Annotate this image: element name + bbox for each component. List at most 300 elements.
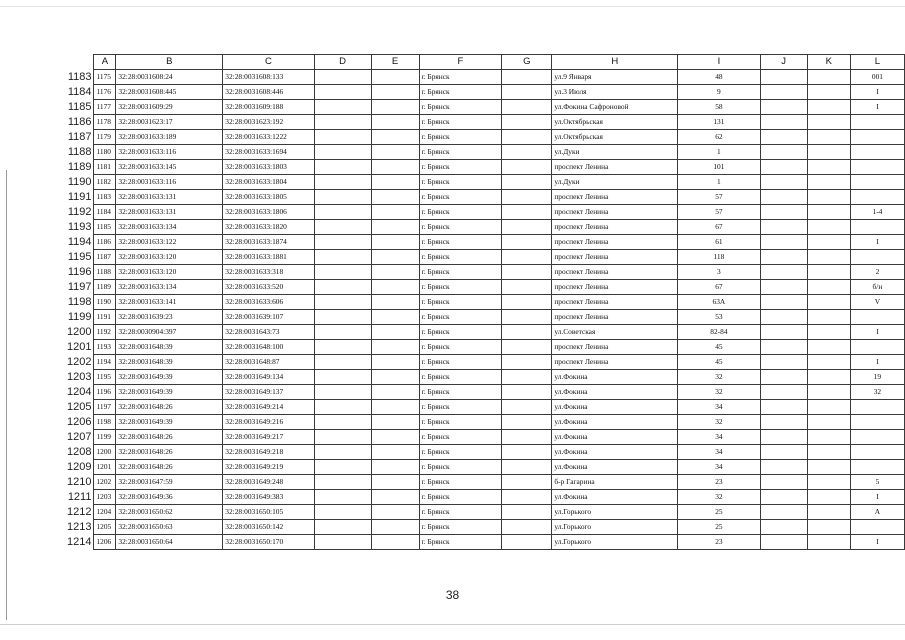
cell-k[interactable] (807, 535, 850, 550)
cell-i[interactable]: 3 (678, 265, 760, 280)
cell-b[interactable]: 32:28:0031633:120 (116, 265, 223, 280)
cell-k[interactable] (807, 520, 850, 535)
cell-h[interactable]: проспект Ленина (552, 250, 678, 265)
cell-f[interactable]: г. Брянск (419, 355, 502, 370)
cell-k[interactable] (807, 250, 850, 265)
cell-c[interactable]: 32:28:0031633:1694 (223, 145, 314, 160)
cell-i[interactable]: 48 (678, 70, 760, 85)
cell-j[interactable] (760, 340, 807, 355)
cell-a[interactable]: 1199 (94, 430, 116, 445)
cell-d[interactable] (314, 70, 371, 85)
cell-a[interactable]: 1176 (94, 85, 116, 100)
cell-l[interactable]: 32 (850, 385, 904, 400)
cell-l[interactable]: V (850, 295, 904, 310)
cell-h[interactable]: проспект Ленина (552, 340, 678, 355)
cell-a[interactable]: 1191 (94, 310, 116, 325)
cell-a[interactable]: 1205 (94, 520, 116, 535)
cell-k[interactable] (807, 100, 850, 115)
cell-e[interactable] (371, 295, 419, 310)
cell-e[interactable] (371, 490, 419, 505)
cell-g[interactable] (502, 475, 552, 490)
cell-c[interactable]: 32:28:0031649:214 (223, 400, 314, 415)
cell-g[interactable] (502, 205, 552, 220)
cell-f[interactable]: г. Брянск (419, 340, 502, 355)
cell-f[interactable]: г. Брянск (419, 475, 502, 490)
cell-c[interactable]: 32:28:0031650:170 (223, 535, 314, 550)
cell-j[interactable] (760, 220, 807, 235)
cell-e[interactable] (371, 250, 419, 265)
cell-f[interactable]: г. Брянск (419, 70, 502, 85)
cell-d[interactable] (314, 250, 371, 265)
cell-j[interactable] (760, 535, 807, 550)
cell-d[interactable] (314, 370, 371, 385)
column-header-a[interactable]: A (94, 55, 116, 70)
cell-k[interactable] (807, 115, 850, 130)
cell-a[interactable]: 1186 (94, 235, 116, 250)
cell-i[interactable]: 34 (678, 445, 760, 460)
cell-c[interactable]: 32:28:0031633:1881 (223, 250, 314, 265)
cell-h[interactable]: ул.9 Января (552, 70, 678, 85)
cell-e[interactable] (371, 280, 419, 295)
row-number[interactable]: 1184 (67, 86, 92, 98)
cell-e[interactable] (371, 220, 419, 235)
cell-g[interactable] (502, 535, 552, 550)
cell-h[interactable]: проспект Ленина (552, 265, 678, 280)
row-number[interactable]: 1207 (66, 431, 92, 443)
cell-a[interactable]: 1192 (94, 325, 116, 340)
cell-l[interactable] (850, 460, 904, 475)
cell-k[interactable] (807, 175, 850, 190)
cell-a[interactable]: 1206 (94, 535, 116, 550)
cell-d[interactable] (314, 190, 371, 205)
cell-c[interactable]: 32:28:0031633:1820 (223, 220, 314, 235)
cell-e[interactable] (371, 520, 419, 535)
cell-d[interactable] (314, 415, 371, 430)
cell-f[interactable]: г. Брянск (419, 145, 502, 160)
cell-e[interactable] (371, 265, 419, 280)
cell-g[interactable] (502, 445, 552, 460)
cell-e[interactable] (371, 190, 419, 205)
cell-d[interactable] (314, 130, 371, 145)
cell-h[interactable]: проспект Ленина (552, 355, 678, 370)
cell-c[interactable]: 32:28:0031633:1806 (223, 205, 314, 220)
cell-b[interactable]: 32:28:0031648:26 (116, 460, 223, 475)
row-number[interactable]: 1210 (66, 476, 92, 488)
cell-b[interactable]: 32:28:0031633:134 (116, 280, 223, 295)
cell-i[interactable]: 1 (678, 145, 760, 160)
cell-d[interactable] (314, 280, 371, 295)
row-number[interactable]: 1185 (67, 101, 92, 113)
cell-h[interactable]: ул.Горького (552, 520, 678, 535)
cell-g[interactable] (502, 385, 552, 400)
row-number[interactable]: 1187 (67, 131, 92, 143)
cell-j[interactable] (760, 430, 807, 445)
cell-l[interactable] (850, 130, 904, 145)
cell-j[interactable] (760, 460, 807, 475)
cell-j[interactable] (760, 205, 807, 220)
cell-b[interactable]: 32:28:0031633:145 (116, 160, 223, 175)
cell-l[interactable] (850, 145, 904, 160)
cell-d[interactable] (314, 520, 371, 535)
cell-h[interactable]: ул.Дуки (552, 175, 678, 190)
cell-j[interactable] (760, 190, 807, 205)
cell-l[interactable] (850, 400, 904, 415)
cell-e[interactable] (371, 475, 419, 490)
cell-k[interactable] (807, 160, 850, 175)
cell-c[interactable]: 32:28:0031609:188 (223, 100, 314, 115)
cell-i[interactable]: 53 (678, 310, 760, 325)
cell-i[interactable]: 57 (678, 205, 760, 220)
cell-b[interactable]: 32:28:0031633:122 (116, 235, 223, 250)
cell-a[interactable]: 1175 (94, 70, 116, 85)
cell-g[interactable] (502, 520, 552, 535)
cell-c[interactable]: 32:28:0031649:137 (223, 385, 314, 400)
cell-k[interactable] (807, 400, 850, 415)
cell-f[interactable]: г. Брянск (419, 205, 502, 220)
cell-c[interactable]: 32:28:0031633:1805 (223, 190, 314, 205)
cell-a[interactable]: 1187 (94, 250, 116, 265)
cell-k[interactable] (807, 475, 850, 490)
cell-d[interactable] (314, 310, 371, 325)
cell-f[interactable]: г. Брянск (419, 505, 502, 520)
cell-h[interactable]: проспект Ленина (552, 205, 678, 220)
cell-j[interactable] (760, 415, 807, 430)
cell-k[interactable] (807, 70, 850, 85)
cell-i[interactable]: 32 (678, 490, 760, 505)
cell-g[interactable] (502, 460, 552, 475)
cell-e[interactable] (371, 325, 419, 340)
cell-a[interactable]: 1202 (94, 475, 116, 490)
cell-e[interactable] (371, 415, 419, 430)
cell-j[interactable] (760, 475, 807, 490)
cell-h[interactable]: ул.Фокина Сафроновой (552, 100, 678, 115)
cell-i[interactable]: 34 (678, 400, 760, 415)
cell-k[interactable] (807, 325, 850, 340)
cell-f[interactable]: г. Брянск (419, 490, 502, 505)
cell-l[interactable]: 19 (850, 370, 904, 385)
cell-a[interactable]: 1190 (94, 295, 116, 310)
column-header-e[interactable]: E (371, 55, 419, 70)
cell-b[interactable]: 32:28:0031633:116 (116, 175, 223, 190)
cell-c[interactable]: 32:28:0031649:134 (223, 370, 314, 385)
cell-d[interactable] (314, 325, 371, 340)
cell-h[interactable]: проспект Ленина (552, 280, 678, 295)
cell-e[interactable] (371, 460, 419, 475)
cell-a[interactable]: 1194 (94, 355, 116, 370)
cell-b[interactable]: 32:28:0031633:131 (116, 190, 223, 205)
cell-b[interactable]: 32:28:0031633:189 (116, 130, 223, 145)
cell-g[interactable] (502, 175, 552, 190)
cell-a[interactable]: 1203 (94, 490, 116, 505)
cell-f[interactable]: г. Брянск (419, 280, 502, 295)
cell-g[interactable] (502, 400, 552, 415)
cell-j[interactable] (760, 130, 807, 145)
cell-e[interactable] (371, 115, 419, 130)
cell-d[interactable] (314, 490, 371, 505)
cell-j[interactable] (760, 505, 807, 520)
cell-a[interactable]: 1183 (94, 190, 116, 205)
cell-k[interactable] (807, 355, 850, 370)
cell-j[interactable] (760, 280, 807, 295)
cell-i[interactable]: 32 (678, 415, 760, 430)
cell-e[interactable] (371, 160, 419, 175)
cell-b[interactable]: 32:28:0031633:134 (116, 220, 223, 235)
cell-g[interactable] (502, 505, 552, 520)
row-number[interactable]: 1201 (66, 341, 92, 353)
cell-l[interactable] (850, 520, 904, 535)
cell-k[interactable] (807, 265, 850, 280)
cell-h[interactable]: ул.Горького (552, 505, 678, 520)
cell-l[interactable]: 001 (850, 70, 904, 85)
cell-j[interactable] (760, 520, 807, 535)
cell-g[interactable] (502, 250, 552, 265)
cell-j[interactable] (760, 295, 807, 310)
cell-e[interactable] (371, 175, 419, 190)
cell-e[interactable] (371, 400, 419, 415)
cell-k[interactable] (807, 310, 850, 325)
cell-c[interactable]: 32:28:0031649:216 (223, 415, 314, 430)
cell-f[interactable]: г. Брянск (419, 400, 502, 415)
cell-g[interactable] (502, 490, 552, 505)
cell-f[interactable]: г. Брянск (419, 460, 502, 475)
cell-f[interactable]: г. Брянск (419, 265, 502, 280)
cell-b[interactable]: 32:28:0031608:24 (116, 70, 223, 85)
column-header-h[interactable]: H (552, 55, 678, 70)
cell-k[interactable] (807, 430, 850, 445)
column-header-b[interactable]: B (116, 55, 223, 70)
cell-b[interactable]: 32:28:0031649:39 (116, 415, 223, 430)
cell-a[interactable]: 1193 (94, 340, 116, 355)
cell-a[interactable]: 1204 (94, 505, 116, 520)
cell-f[interactable]: г. Брянск (419, 115, 502, 130)
cell-c[interactable]: 32:28:0031633:1874 (223, 235, 314, 250)
cell-a[interactable]: 1181 (94, 160, 116, 175)
cell-j[interactable] (760, 400, 807, 415)
row-number[interactable]: 1211 (67, 491, 92, 503)
cell-c[interactable]: 32:28:0031633:1804 (223, 175, 314, 190)
cell-h[interactable]: проспект Ленина (552, 295, 678, 310)
cell-f[interactable]: г. Брянск (419, 535, 502, 550)
cell-d[interactable] (314, 175, 371, 190)
cell-c[interactable]: 32:28:0031649:218 (223, 445, 314, 460)
cell-j[interactable] (760, 235, 807, 250)
cell-h[interactable]: проспект Ленина (552, 160, 678, 175)
cell-e[interactable] (371, 385, 419, 400)
cell-k[interactable] (807, 385, 850, 400)
cell-j[interactable] (760, 70, 807, 85)
cell-l[interactable] (850, 190, 904, 205)
row-number[interactable]: 1191 (67, 191, 92, 203)
cell-f[interactable]: г. Брянск (419, 295, 502, 310)
cell-a[interactable]: 1177 (94, 100, 116, 115)
cell-l[interactable] (850, 175, 904, 190)
cell-j[interactable] (760, 100, 807, 115)
cell-f[interactable]: г. Брянск (419, 445, 502, 460)
row-number[interactable]: 1205 (66, 401, 92, 413)
cell-j[interactable] (760, 175, 807, 190)
cell-i[interactable]: 34 (678, 430, 760, 445)
cell-a[interactable]: 1196 (94, 385, 116, 400)
cell-a[interactable]: 1198 (94, 415, 116, 430)
cell-l[interactable] (850, 115, 904, 130)
row-number[interactable]: 1199 (67, 311, 92, 323)
cell-k[interactable] (807, 145, 850, 160)
cell-k[interactable] (807, 370, 850, 385)
cell-l[interactable]: 2 (850, 265, 904, 280)
cell-a[interactable]: 1184 (94, 205, 116, 220)
cell-d[interactable] (314, 100, 371, 115)
cell-b[interactable]: 32:28:0031648:26 (116, 445, 223, 460)
cell-a[interactable]: 1201 (94, 460, 116, 475)
cell-d[interactable] (314, 340, 371, 355)
cell-h[interactable]: ул.Горького (552, 535, 678, 550)
cell-l[interactable]: I (850, 85, 904, 100)
cell-a[interactable]: 1180 (94, 145, 116, 160)
cell-f[interactable]: г. Брянск (419, 325, 502, 340)
cell-d[interactable] (314, 85, 371, 100)
cell-c[interactable]: 32:28:0031643:73 (223, 325, 314, 340)
row-number[interactable]: 1197 (67, 281, 92, 293)
cell-g[interactable] (502, 130, 552, 145)
cell-e[interactable] (371, 355, 419, 370)
cell-d[interactable] (314, 160, 371, 175)
cell-j[interactable] (760, 325, 807, 340)
cell-e[interactable] (371, 535, 419, 550)
cell-d[interactable] (314, 385, 371, 400)
cell-b[interactable]: 32:28:0030904:397 (116, 325, 223, 340)
cell-g[interactable] (502, 370, 552, 385)
cell-a[interactable]: 1178 (94, 115, 116, 130)
cell-i[interactable]: 25 (678, 505, 760, 520)
cell-f[interactable]: г. Брянск (419, 130, 502, 145)
cell-e[interactable] (371, 505, 419, 520)
cell-k[interactable] (807, 205, 850, 220)
cell-l[interactable]: 1-4 (850, 205, 904, 220)
cell-c[interactable]: 32:28:0031608:446 (223, 85, 314, 100)
cell-i[interactable]: 1 (678, 175, 760, 190)
cell-c[interactable]: 32:28:0031649:219 (223, 460, 314, 475)
cell-g[interactable] (502, 265, 552, 280)
cell-e[interactable] (371, 145, 419, 160)
cell-b[interactable]: 32:28:0031609:29 (116, 100, 223, 115)
cell-l[interactable]: I (850, 535, 904, 550)
cell-d[interactable] (314, 505, 371, 520)
cell-c[interactable]: 32:28:0031633:1222 (223, 130, 314, 145)
cell-l[interactable]: I (850, 100, 904, 115)
cell-a[interactable]: 1182 (94, 175, 116, 190)
column-header-j[interactable]: J (760, 55, 807, 70)
cell-l[interactable] (850, 430, 904, 445)
cell-l[interactable] (850, 220, 904, 235)
cell-j[interactable] (760, 145, 807, 160)
cell-i[interactable]: 62 (678, 130, 760, 145)
cell-l[interactable] (850, 340, 904, 355)
column-header-d[interactable]: D (314, 55, 371, 70)
cell-k[interactable] (807, 190, 850, 205)
cell-c[interactable]: 32:28:0031633:520 (223, 280, 314, 295)
cell-f[interactable]: г. Брянск (419, 430, 502, 445)
cell-e[interactable] (371, 445, 419, 460)
cell-b[interactable]: 32:28:0031650:63 (116, 520, 223, 535)
cell-d[interactable] (314, 400, 371, 415)
cell-l[interactable]: А (850, 505, 904, 520)
cell-d[interactable] (314, 115, 371, 130)
row-number[interactable]: 1208 (66, 446, 92, 458)
cell-g[interactable] (502, 100, 552, 115)
cell-i[interactable]: 82-84 (678, 325, 760, 340)
cell-i[interactable]: 23 (678, 475, 760, 490)
cell-b[interactable]: 32:28:0031650:62 (116, 505, 223, 520)
cell-h[interactable]: ул.Дуки (552, 145, 678, 160)
cell-g[interactable] (502, 310, 552, 325)
cell-c[interactable]: 32:28:0031633:318 (223, 265, 314, 280)
cell-l[interactable] (850, 415, 904, 430)
row-number[interactable]: 1186 (67, 116, 92, 128)
cell-f[interactable]: г. Брянск (419, 190, 502, 205)
cell-k[interactable] (807, 220, 850, 235)
cell-f[interactable]: г. Брянск (419, 250, 502, 265)
cell-h[interactable]: проспект Ленина (552, 310, 678, 325)
cell-d[interactable] (314, 295, 371, 310)
row-number[interactable]: 1195 (67, 251, 92, 263)
cell-g[interactable] (502, 340, 552, 355)
cell-j[interactable] (760, 265, 807, 280)
cell-e[interactable] (371, 340, 419, 355)
cell-e[interactable] (371, 100, 419, 115)
cell-b[interactable]: 32:28:0031623:17 (116, 115, 223, 130)
cell-i[interactable]: 45 (678, 340, 760, 355)
cell-d[interactable] (314, 355, 371, 370)
cell-i[interactable]: 58 (678, 100, 760, 115)
cell-g[interactable] (502, 415, 552, 430)
cell-f[interactable]: г. Брянск (419, 235, 502, 250)
cell-l[interactable]: б/н (850, 280, 904, 295)
cell-h[interactable]: ул.Фокина (552, 400, 678, 415)
cell-a[interactable]: 1188 (94, 265, 116, 280)
row-number[interactable]: 1204 (66, 386, 92, 398)
cell-a[interactable]: 1185 (94, 220, 116, 235)
cell-i[interactable]: 63А (678, 295, 760, 310)
cell-d[interactable] (314, 535, 371, 550)
cell-d[interactable] (314, 235, 371, 250)
cell-b[interactable]: 32:28:0031633:131 (116, 205, 223, 220)
row-number[interactable]: 1206 (66, 416, 92, 428)
column-header-c[interactable]: C (223, 55, 314, 70)
cell-e[interactable] (371, 310, 419, 325)
cell-d[interactable] (314, 445, 371, 460)
row-number[interactable]: 1213 (66, 521, 92, 533)
row-number[interactable]: 1192 (67, 206, 92, 218)
cell-b[interactable]: 32:28:0031649:36 (116, 490, 223, 505)
cell-h[interactable]: ул.Фокина (552, 490, 678, 505)
cell-h[interactable]: ул.Советская (552, 325, 678, 340)
cell-c[interactable]: 32:28:0031649:383 (223, 490, 314, 505)
cell-j[interactable] (760, 85, 807, 100)
cell-c[interactable]: 32:28:0031639:107 (223, 310, 314, 325)
cell-l[interactable]: 5 (850, 475, 904, 490)
cell-i[interactable]: 32 (678, 370, 760, 385)
cell-h[interactable]: ул.Фокина (552, 415, 678, 430)
row-number[interactable]: 1194 (67, 236, 92, 248)
cell-k[interactable] (807, 460, 850, 475)
cell-l[interactable]: I (850, 355, 904, 370)
cell-c[interactable]: 32:28:0031633:606 (223, 295, 314, 310)
cell-b[interactable]: 32:28:0031649:39 (116, 370, 223, 385)
cell-f[interactable]: г. Брянск (419, 85, 502, 100)
cell-l[interactable]: I (850, 490, 904, 505)
row-number[interactable]: 1189 (67, 161, 92, 173)
cell-h[interactable]: ул.Фокина (552, 370, 678, 385)
